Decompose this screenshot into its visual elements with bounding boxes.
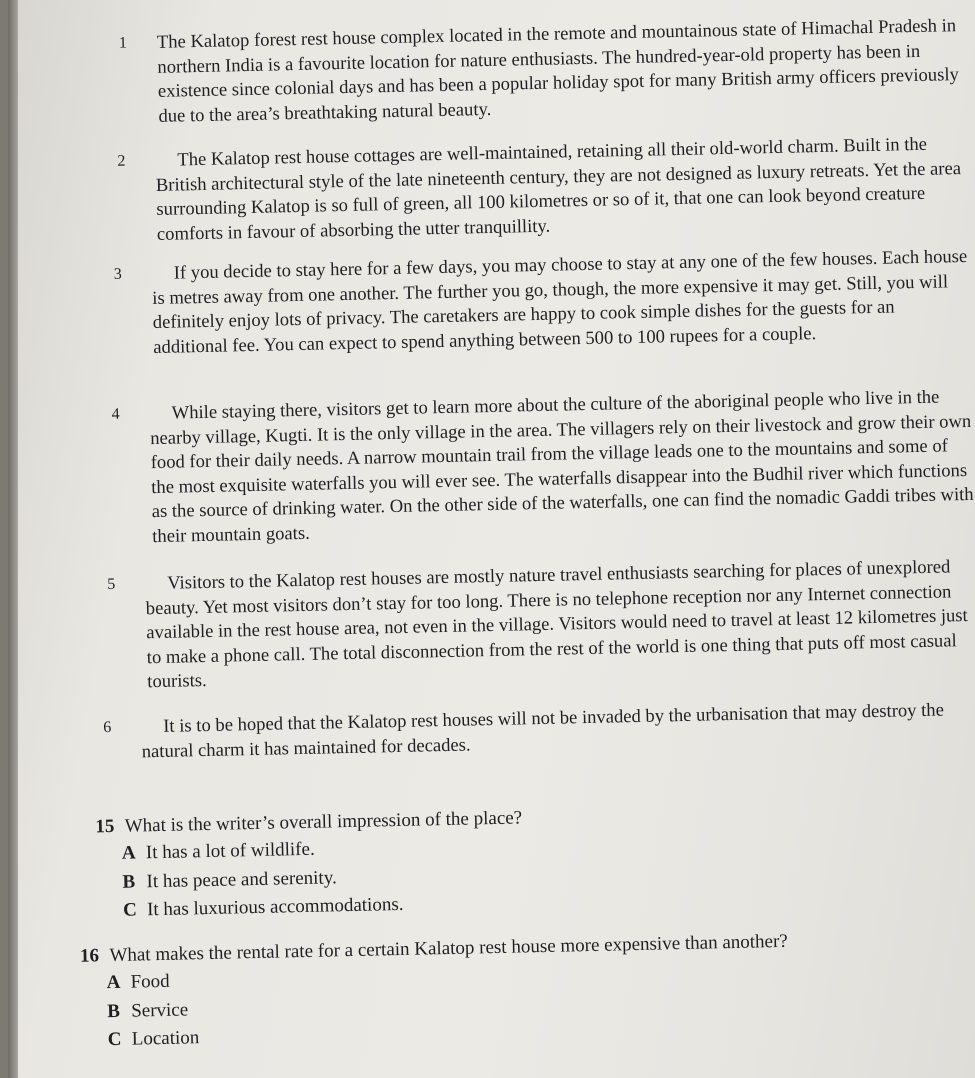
paragraph-text: It is to be hoped that the Kalatop rest houses will not be invaded by the urbanisation that may destroy the natural charm it has maintained for decades. xyxy=(141,699,945,762)
paragraph-text: The Kalatop forest rest house complex located in the remote and mountainous state of Himachal Pradesh in northern India is a favourite location for nature enthusiasts. The hundred-year-old property has been in existence since colonial days and has been a popular holiday spot for many British army officers previously due to the area’s breathtaking natural beauty. xyxy=(156,15,960,127)
paragraph-2 xyxy=(117,132,969,247)
paragraph-number: 2 xyxy=(117,152,126,170)
paragraph-text: While staying there, visitors get to learn more about the culture of the aboriginal people who live in the nearby village, Kugti. It is the only village in the area. The villagers rely on their livestock and grow their own food for their daily needs. A narrow mountain trail from the village leads one to the mountains and some of the most exquisite waterfalls you will ever see. The waterfalls disappear into the Budhil river which functions as the source of drinking water. On the other side of the waterfalls, one can find the nomadic Gaddi tribes with their mountain goats. xyxy=(149,386,974,547)
option-b: B It has peace and serenity. xyxy=(122,866,337,893)
question-text: What is the writer’s overall impression of the place? xyxy=(124,807,523,837)
paragraph-number: 6 xyxy=(103,718,112,737)
paragraph-text: The Kalatop rest house cottages are well-maintained, retaining all their old-world charm. Built in the British architectural style of the late nineteenth century, they are not designed as luxury retreats. Yet the area surrounding Kalatop is so full of green, all 100 kilometres or so of it, that one can look beyond creature comforts in favour of absorbing the utter tranquillity. xyxy=(155,133,962,245)
reading-passage xyxy=(8,0,975,1078)
paragraph-4 xyxy=(111,385,974,549)
paragraph-text: Visitors to the Kalatop rest houses are mostly nature travel enthusiasts searching for places of unexplored beauty. Yet most visitors don’t stay for too long. There is no telephone reception nor any Internet connection available in the rest house area, not even in the village. Visitors would need to travel at least 12 kilometres just to make a phone call. The total disconnection from the rest of the world is one thing that puts off most casual tourists. xyxy=(145,556,968,693)
question-number: 15 xyxy=(95,815,115,838)
option-b: B Service xyxy=(106,998,189,1022)
paragraph-6 xyxy=(103,698,975,764)
question-text: What makes the rental rate for a certain Kalatop rest house more expensive than another? xyxy=(109,930,788,967)
paragraph-number: 4 xyxy=(111,405,120,423)
paragraph-3 xyxy=(113,245,972,360)
paragraph-number: 1 xyxy=(118,34,128,52)
question-number: 16 xyxy=(79,945,100,967)
textbook-page xyxy=(8,0,975,1078)
option-c: C It has luxurious accommodations. xyxy=(122,893,404,921)
option-a: A It has a lot of wildlife. xyxy=(121,838,315,864)
question-15 xyxy=(95,796,957,925)
question-16 xyxy=(80,925,962,1055)
paragraph-1 xyxy=(118,14,965,129)
paragraph-5 xyxy=(107,555,975,695)
paragraph-number: 3 xyxy=(113,265,122,283)
option-c: C Location xyxy=(107,1027,200,1051)
option-a: A Food xyxy=(106,970,170,994)
paragraph-text: If you decide to stay here for a few days, you may choose to stay at any one of the few houses. Each house is metres away from one another. The further you go, though, the more expensive it may get. Still, you will definitely enjoy lots of privacy. The caretakers are happy to cook simple dishes for the guests for an additional fee. You can expect to spend anything between 500 to 100 rupees for a couple. xyxy=(152,245,968,358)
paragraph-number: 5 xyxy=(107,575,116,594)
